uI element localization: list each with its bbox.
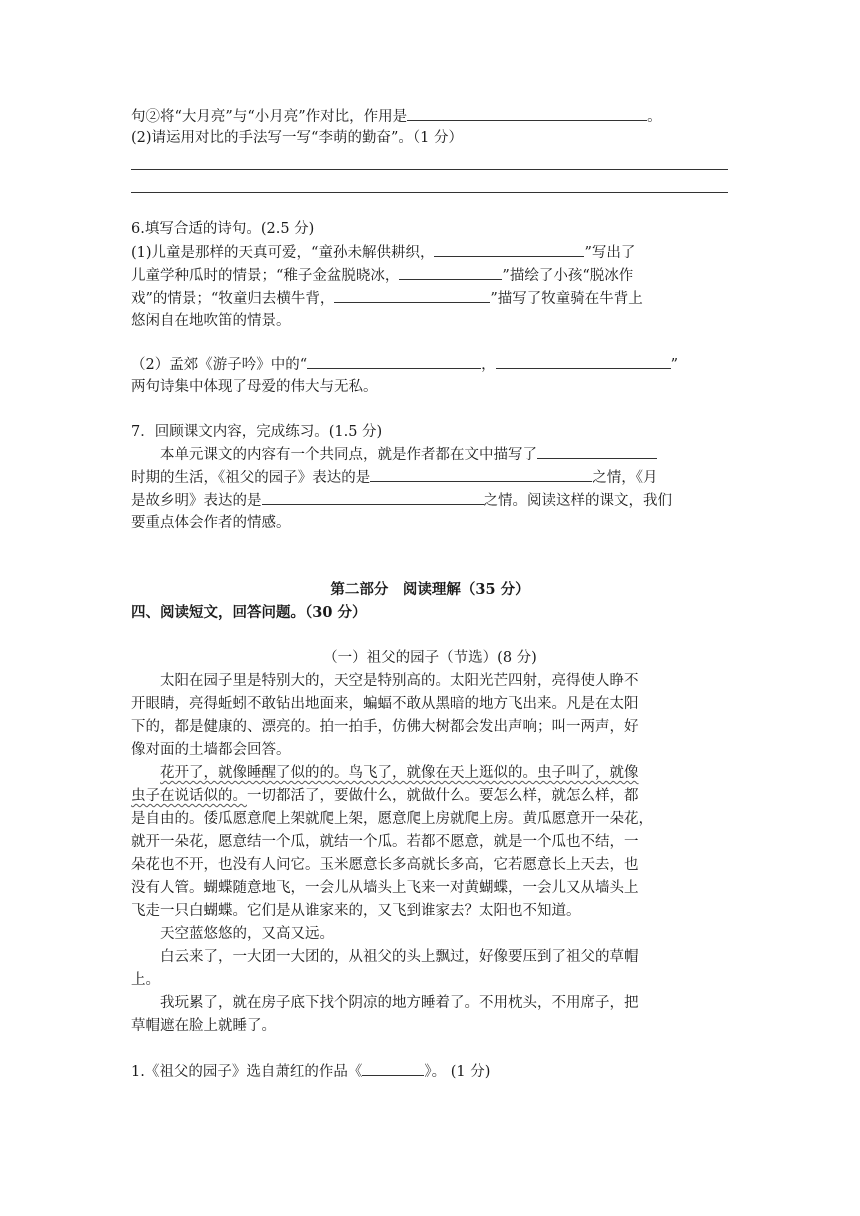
- q6-line1: (1)儿童是那样的天真可爱，“童孙未解供耕织， ”写出了: [131, 242, 635, 263]
- q7-line1: 本单元课文的内容有一个共同点，就是作者都在文中描写了: [160, 444, 657, 465]
- passage-line: 像对面的土墙都会回答。: [131, 742, 291, 758]
- passage-line: 是自由的。倭瓜愿意爬上架就爬上架，愿意爬上房就爬上房。黄瓜愿意开一朵花，: [131, 811, 653, 827]
- passage-line: 就开一朵花，愿意结一个瓜，就结一个瓜。若都不愿意，就是一个瓜也不结，一: [131, 834, 639, 850]
- q6-line4: 悠闲自在地吹笛的情景。: [131, 313, 291, 329]
- q7-blank-1[interactable]: [537, 444, 657, 459]
- passage-line: 草帽遮在脸上就睡了。: [131, 1018, 276, 1034]
- q6-title: 6.填写合适的诗句。(2.5 分): [131, 221, 315, 237]
- passage-line: 下的，都是健康的、漂亮的。拍一拍手，仿佛大树都会发出声响；叫一两声，好: [131, 719, 639, 735]
- passage-line: 朵花也不开，也没有人问它。玉米愿意长多高就长多高，它若愿意长上天去，也: [131, 857, 639, 873]
- q7-title: 7．回顾课文内容，完成练习。(1.5 分): [131, 424, 383, 440]
- q6-line2: 儿童学种瓜时的情景；“稚子金盆脱晓冰， ”描绘了小孩“脱冰作: [131, 265, 633, 286]
- passage-line: 虫子在说话似的。一切都活了，要做什么，就做什么。要怎么样，就怎么样，都: [131, 788, 639, 804]
- passage-title: （一）祖父的园子（节选）(8 分): [323, 650, 537, 666]
- part2-heading: 第二部分 阅读理解（35 分）: [330, 581, 530, 598]
- passage-line: 我玩累了，就在房子底下找个阴凉的地方睡着了。不用枕头，不用席子，把: [160, 995, 639, 1011]
- q6-line3: 戏”的情景；“牧童归去横牛背， ”描写了牧童骑在牛背上: [131, 288, 643, 309]
- passage-line: 飞走一只白蝴蝶。它们是从谁家来的，又飞到谁家去？太阳也不知道。: [131, 903, 581, 919]
- q6-blank-1[interactable]: [434, 242, 584, 257]
- q6-blank-5[interactable]: [496, 354, 671, 369]
- passage-line: 白云来了，一大团一大团的，从祖父的头上飘过，好像要压到了祖父的草帽: [160, 949, 639, 965]
- wavy-underlined-text: 虫子在说话似的。: [131, 788, 247, 804]
- q5-line1: 句②将“大月亮”与“小月亮”作对比，作用是 。: [131, 106, 662, 127]
- q1-blank[interactable]: [362, 1061, 424, 1076]
- passage-line: 太阳在园子里是特别大的，天空是特别高的。太阳光芒四射，亮得使人睁不: [160, 673, 639, 689]
- q5-answer-line-1[interactable]: [131, 169, 728, 170]
- q1-line: 1.《祖父的园子》选自萧红的作品《 》。 (1 分): [131, 1061, 490, 1082]
- q7-blank-2[interactable]: [370, 467, 592, 482]
- q5-line2: (2)请运用对比的手法写一写“李萌的勤奋”。（1 分）: [131, 130, 463, 146]
- wavy-underlined-text: 花开了，就像睡醒了似的的。鸟飞了，就像在天上逛似的。虫子叫了，就像: [160, 765, 639, 781]
- q6-blank-4[interactable]: [307, 354, 481, 369]
- passage-line-underlined: [160, 763, 639, 783]
- passage-line: 开眼睛，亮得蚯蚓不敢钻出地面来，蝙蝠不敢从黑暗的地方飞出来。凡是在太阳: [131, 696, 639, 712]
- q7-blank-3[interactable]: [262, 490, 484, 505]
- q6-blank-3[interactable]: [334, 288, 490, 303]
- passage-line: 上。: [131, 972, 160, 988]
- passage-line: 没有人管。蝴蝶随意地飞，一会儿从墙头上飞来一对黄蝴蝶，一会儿又从墙头上: [131, 880, 639, 896]
- q6-line5: （2）孟郊《游子吟》中的“ ， ”: [131, 354, 678, 375]
- q6-line6: 两句诗集中体现了母爱的伟大与无私。: [131, 379, 378, 395]
- q7-line2: 时期的生活，《祖父的园子》表达的是 之情，《月: [131, 467, 658, 488]
- passage-line: 天空蓝悠悠的，又高又远。: [160, 926, 334, 942]
- q7-line4: 要重点体会作者的情感。: [131, 515, 291, 531]
- q5-answer-line-2[interactable]: [131, 192, 728, 193]
- q6-blank-2[interactable]: [399, 265, 502, 280]
- q7-line3: 是故乡明》表达的是 之情。阅读这样的课文，我们: [131, 490, 672, 511]
- section-heading: 四、阅读短文，回答问题。（30 分）: [131, 604, 367, 621]
- q5-answer-blank[interactable]: [407, 106, 647, 121]
